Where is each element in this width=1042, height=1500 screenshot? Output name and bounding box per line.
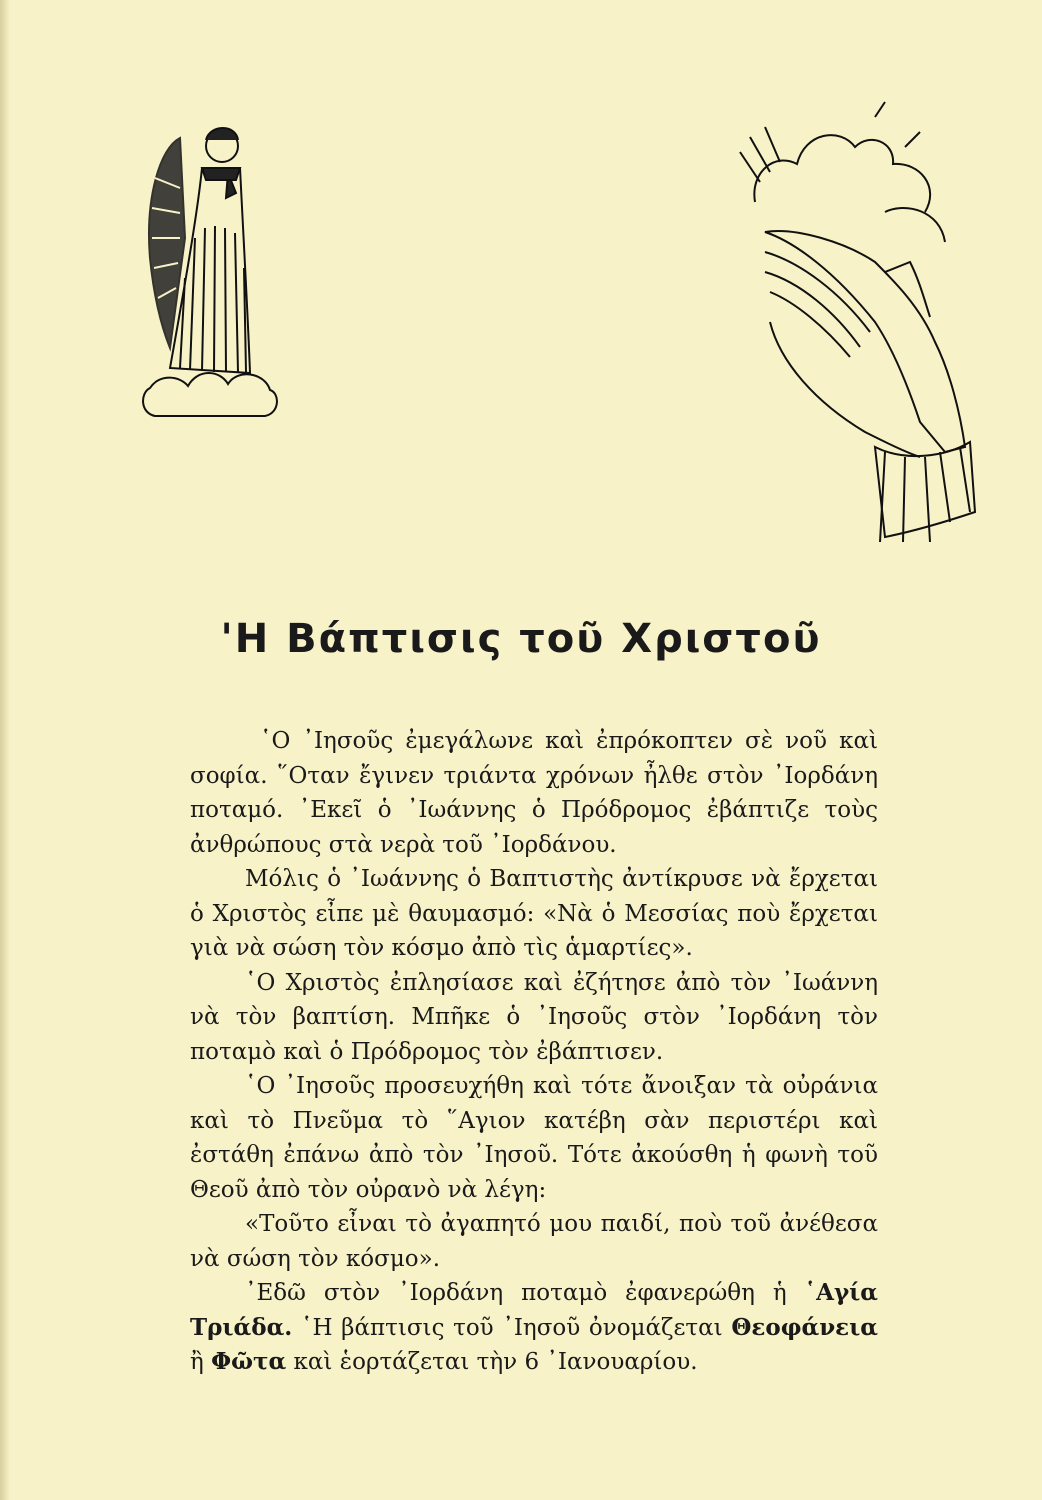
paragraph: ῾Ο Χριστὸς ἐπλησίασε καὶ ἐζήτησε ἀπὸ τὸν ᾿Ιωάννη νὰ τὸν βαπτίση. Μπῆκε ὁ ᾿Ιησοῦς στὸν ᾿Ιορδάνη τὸν ποταμὸ καὶ ὁ Πρόδρομος τὸν ἐβάπτισεν. — [190, 969, 878, 1065]
text-run: ῾Η βάπτισις τοῦ ᾿Ιησοῦ ὀνομάζεται — [292, 1314, 732, 1341]
paragraph: ῾Ο ᾿Ιησοῦς προσευχήθη καὶ τότε ἄνοιξαν τὰ οὐράνια καὶ τὸ Πνεῦμα τὸ ῞Αγιον κατέβη σὰν περιστέρι καὶ ἐστάθη ἐπάνω ἀπὸ τὸν ᾿Ιησοῦ. Τότε ἀκούσθη ἡ φωνὴ τοῦ Θεοῦ ἀπὸ τὸν οὐρανὸ νὰ λέγη: — [190, 1073, 878, 1203]
bold-term-agia-triada: ῾Αγία Τριάδα. — [190, 1279, 878, 1341]
bold-term-fota: Φῶτα — [211, 1348, 287, 1375]
body-text — [190, 724, 878, 1380]
page-edge — [0, 0, 10, 1500]
text-run: καὶ ἑορτάζεται τὴν 6 ᾿Ιανουαρίου. — [286, 1349, 698, 1375]
angel-illustration — [140, 118, 285, 423]
paragraph: ῾Ο ᾿Ιησοῦς ἐμεγάλωνε καὶ ἐπρόκοπτεν σὲ νοῦ καὶ σοφία. ῞Οταν ἔγινεν τριάντα χρόνων ἦλθε στὸν ᾿Ιορδάνη ποταμό. ᾿Εκεῖ ὁ ᾿Ιωάννης ὁ Πρόδρομος ἐβάπτιζε τοὺς ἀνθρώπους στὰ νερὰ τοῦ ᾿Ιορδάνου. — [190, 728, 878, 858]
paragraph: «Τοῦτο εἶναι τὸ ἀγαπητό μου παιδί, ποὺ τοῦ ἀνέθεσα νὰ σώση τὸν κόσμο». — [190, 1211, 878, 1272]
praying-hands-illustration — [735, 92, 980, 547]
paragraph: Μόλις ὁ ᾿Ιωάννης ὁ Βαπτιστὴς ἀντίκρυσε νὰ ἔρχεται ὁ Χριστὸς εἶπε μὲ θαυμασμό: «Νὰ ὁ Μεσσίας ποὺ ἔρχεται γιὰ νὰ σώση τὸν κόσμο ἀπὸ τὶς ἁμαρτίες». — [190, 866, 878, 961]
text-run: ᾿Εδῶ στὸν ᾿Ιορδάνη ποταμὸ ἐφανερώθη ἡ — [245, 1280, 805, 1306]
page-title: 'Η Βάπτισις τοῦ Χριστοῦ — [220, 616, 822, 662]
text-run: ἢ — [190, 1349, 212, 1375]
paragraph-final — [190, 1276, 878, 1380]
bold-term-theofaneia: Θεοφάνεια — [731, 1313, 878, 1341]
